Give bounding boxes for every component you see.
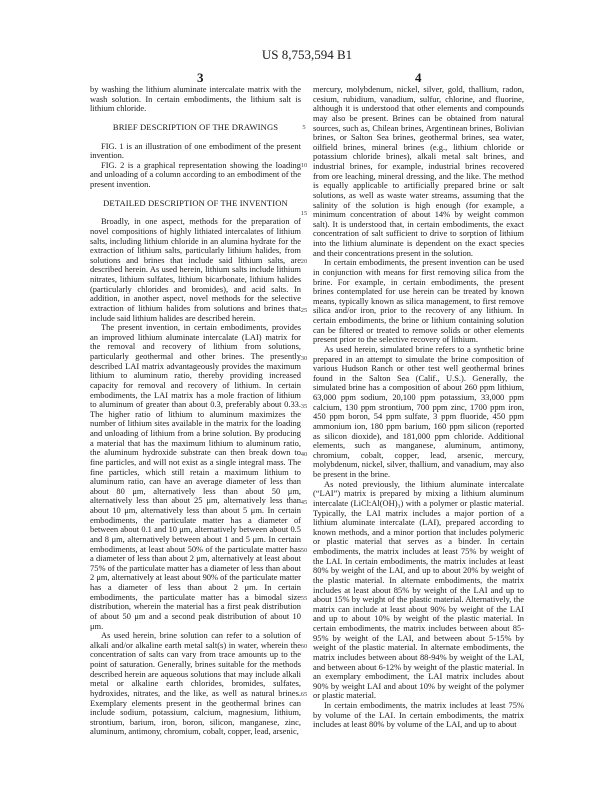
line-number: 25 bbox=[300, 307, 308, 314]
paragraph: As used herein, simulated brine refers to a synthetic brine prepared in an attempt to simulate the brine composition of various Hudson Ranch or other test well geothermal brines found in the Salton Sea (Calif., U.S.). Generally, the simulated brine has a composition of about 260 ppm lithium, 63,000 ppm sodium, 20,100 ppm potassium, 33,000 ppm calcium, 130 ppm strontium, 700 ppm zinc, 1700 ppm iron, 450 ppm boron, 54 ppm sulfate, 3 ppm fluoride, 450 ppm ammonium ion, 180 ppm barium, 160 ppm silicon (reported as silicon dioxide), and 181,000 ppm chloride. Additional elements, such as manganese, aluminum, antimony, chromium, cobalt, copper, lead, arsenic, mercury, molybdenum, nickel, silver, thallium, and vanadium, may also be present in the brine. bbox=[313, 343, 524, 479]
line-number: 5 bbox=[302, 124, 306, 131]
line-number: 40 bbox=[300, 451, 308, 458]
section-heading: BRIEF DESCRIPTION OF THE DRAWINGS bbox=[112, 121, 279, 132]
paragraph: by washing the lithium aluminate intercalate matrix with the wash solution. In certain embodiments, the lithium salt is lithium chloride. bbox=[90, 84, 301, 114]
line-number: 55 bbox=[300, 595, 308, 602]
line-number: 60 bbox=[300, 643, 308, 650]
line-number: 45 bbox=[300, 499, 308, 506]
paragraph: As noted previously, the lithium aluminate intercalate (“LAI”) matrix is prepared by mixing a lithium aluminum intercalate (LiCl:Al(OH)₃) with a polymer or plastic material. Typically, the LAI matrix includes a major portion of a lithium aluminate intercalate (LAI), prepared according to known methods, and a minor portion that includes polymeric or plastic material that serves as a binder. In certain embodiments, the matrix includes at least 75% by weight of the LAI. In certain embodiments, the matrix includes at least 80% by weight of the LAI, and up to about 20% by weight of the plastic material. In alternate embodiments, the matrix includes at least about 85% by weight of the LAI and up to about 15% by weight of the plastic material. Alternatively, the matrix can include at least about 90% by weight of the LAI and up to about 10% by weight of the plastic material. In certain embodiments, the matrix includes between about 85-95% by weight of the LAI, and between about 5-15% by weight of the plastic material. In alternate embodiments, the matrix includes between about 88-94% by weight of the LAI, and between about 6-12% by weight of the plastic material. In an exemplary embodiment, the LAI matrix includes about 90% by weight LAI and about 10% by weight of the polymer or plastic material. bbox=[313, 478, 524, 701]
line-number: 15 bbox=[300, 210, 308, 217]
left-column bbox=[90, 85, 301, 737]
paragraph: In certain embodiments, the matrix includes at least 75% by volume of the LAI. In certain embodiments, the matrix includes at least 80% by volume of the LAI, and up to about bbox=[313, 700, 524, 730]
paragraph: FIG. 2 is a graphical representation showing the loading and unloading of a column according to an embodiment of the present invention. bbox=[90, 159, 301, 189]
section-heading: DETAILED DESCRIPTION OF THE INVENTION bbox=[103, 197, 288, 208]
line-number: 10 bbox=[300, 162, 308, 169]
column-number-right: 4 bbox=[415, 70, 422, 85]
paragraph: In certain embodiments, the present invention can be used in conjunction with means for first removing silica from the brine. For example, in certain embodiments, the present brines contemplated for use herein can be treated by known means, typically known as silica management, to first remove silica and/or iron, prior to the recovery of any lithium. In certain embodiments, the brine or lithium containing solution can be filtered or treated to remove solids or other elements present prior to the selective recovery of lithium. bbox=[313, 257, 524, 345]
paragraph: mercury, molybdenum, nickel, silver, gold, thallium, radon, cesium, rubidium, vanadium, sulfur, chlorine, and fluorine, although it is understood that other elements and compounds may also be present. Brines can be obtained from natural sources, such as, Chilean brines, Argentinean brines, Bolivian brines, or Salton Sea brines, geothermal brines, sea water, oilfield brines, mineral brines (e.g., lithium chloride or potassium chloride brines), alkali metal salt brines, and industrial brines, for example, industrial brines recovered from ore leaching, mineral dressing, and the like. The method is equally applicable to artificially prepared brine or salt solutions, as well as waste water streams, assuming that the salinity of the solution is high enough (for example, a minimum concentration of about 14% by weight common salt). It is understood that, in certain embodiments, the exact concentration of salt sufficient to drive to sorption of lithium into the lithium aluminate is dependent on the exact species and their concentrations present in the solution. bbox=[313, 84, 524, 258]
paragraph: Broadly, in one aspect, methods for the preparation of novel compositions of highly lithiated intercalates of lithium salts, including lithium chloride in an alumina hydrate for the extraction of lithium salts, particularly lithium halides, from solutions and brines that include said lithium salts, are described herein. As used herein, lithium salts include lithium nitrates, lithium sulfates, lithium bicarbonate, lithium halides (particularly chlorides and bromides), and acid salts. In addition, in another aspect, novel methods for the selective extraction of lithium halides from solutions and brines that include said lithium halides are described herein. bbox=[90, 216, 301, 323]
paragraph: As used herein, brine solution can refer to a solution of alkali and/or alkaline earth metal salt(s) in water, wherein the concentration of salts can vary from trace amounts up to the point of saturation. Generally, brines suitable for the methods described herein are aqueous solutions that may include alkali metal or alkaline earth chlorides, bromides, sulfates, hydroxides, nitrates, and the like, as well as natural brines. Exemplary elements present in the geothermal brines can include sodium, potassium, calcium, magnesium, lithium, strontium, barium, iron, boron, silicon, manganese, zinc, aluminum, antimony, chromium, cobalt, copper, lead, arsenic, bbox=[90, 630, 301, 737]
line-number: 35 bbox=[300, 403, 308, 410]
column-number-left: 3 bbox=[197, 70, 204, 85]
line-number: 65 bbox=[300, 691, 308, 698]
right-column bbox=[313, 85, 524, 730]
line-number: 50 bbox=[300, 547, 308, 554]
paragraph: The present invention, in certain embodiments, provides an improved lithium aluminate intercalate (LAI) matrix for the removal and recovery of lithium from solutions, particularly geothermal and other brines. The presently described LAI matrix advantageously provides the maximum lithium to aluminum ratio, thereby providing increased capacity for removal and recovery of lithium. In certain embodiments, the LAI matrix has a mole fraction of lithium to aluminum of greater than about 0.3, preferably about 0.33. The higher ratio of lithium to aluminum maximizes the number of lithium sites available in the matrix for the loading and unloading of lithium from a brine solution. By producing a material that has the maximum lithium to aluminum ratio, the aluminum hydroxide substrate can then break down to fine particles, and will not exist as a single integral mass. The fine particles, which still retain a maximum lithium to aluminum ratio, can have an average diameter of less than about 80 μm, alternatively less than about 50 μm, alternatively less than about 25 μm, alternatively less than about 10 μm, alternatively less than about 5 μm. In certain embodiments, the particulate matter has a diameter of between about 0.1 and 10 μm, alternatively between about 0.5 and 8 μm, alternatively between about 1 and 5 μm. In certain embodiments, at least about 50% of the particulate matter has a diameter of less than about 2 μm, alternatively at least about 75% of the particulate matter has a diameter of less than about 2 μm, alternatively at least about 90% of the particulate matter has a diameter of less than about 2 μm. In certain embodiments, the particulate matter has a bimodal size distribution, wherein the material has a first peak distribution of about 50 μm and a second peak distribution of about 10 μm. bbox=[90, 322, 301, 631]
line-number: 30 bbox=[300, 355, 308, 362]
line-number: 20 bbox=[300, 258, 308, 265]
patent-number: US 8,753,594 B1 bbox=[261, 47, 353, 62]
paragraph: FIG. 1 is an illustration of one embodiment of the present invention. bbox=[90, 140, 301, 161]
